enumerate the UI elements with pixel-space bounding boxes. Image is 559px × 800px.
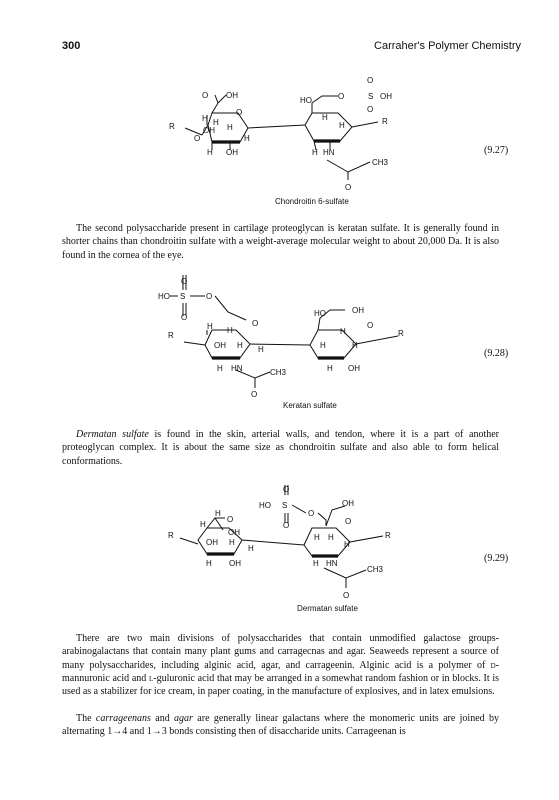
atom-label: HN [326,559,338,568]
atom-label: OH [228,528,240,537]
atom-label: O [206,292,213,301]
atom-label: O [367,321,374,330]
atom-label: H [202,114,208,123]
atom-label: HN [323,148,335,157]
atom-label: O [338,92,345,101]
atom-label: HO [158,292,170,301]
figure-caption: Chondroitin 6-sulfate [275,197,349,206]
atom-label: H [322,113,328,122]
atom-label: OH [214,341,226,350]
page-number: 300 [62,40,81,52]
atom-label: O [251,390,258,399]
atom-label: H [248,544,254,553]
atom-label: R [168,531,174,540]
equation-number: (9.27) [484,145,509,156]
atom-label: O [367,105,374,114]
atom-label: HO [300,96,312,105]
atom-label: CH3 [270,368,287,377]
atom-label: R [398,329,404,338]
atom-label: H [314,533,320,542]
atom-label: CH3 [367,565,384,574]
atom-label: HO [314,309,326,318]
atom-label: H [207,148,213,157]
atom-label: R [169,122,175,131]
atom-label: H [207,322,213,331]
atom-label: O [367,76,374,85]
atom-label: O [345,183,352,192]
keratan-sulfate-structure [0,270,559,400]
atom-label: OH [342,499,354,508]
atom-label: OH [206,538,218,547]
atom-label: OH [380,92,392,101]
atom-label: O [252,319,259,328]
atom-label: O [283,521,290,530]
figure-caption: Dermatan sulfate [297,604,358,613]
atom-label: H [320,341,326,350]
dermatan-sulfate-structure [0,478,559,608]
atom-label: H [227,326,233,335]
atom-label: O [202,91,209,100]
atom-label: S [180,292,186,301]
atom-label: H [244,134,250,143]
running-title: Carraher's Polymer Chemistry [374,40,521,52]
atom-label: OH [226,91,238,100]
atom-label: H [352,341,358,350]
paragraph: The second polysaccharide present in cartilage proteoglycan is keratan sulfate. It is generally found in shorter chains than chondroitin sulfate with a weight-average molecular weight to about 20,000 Da. It is also found in the cornea of the eye. [62,223,499,261]
chondroitin-6-sulfate-structure [0,60,559,205]
atom-label: H [340,327,346,336]
atom-label: OH [229,559,241,568]
atom-label: R [382,117,388,126]
equation-number: (9.28) [484,348,509,359]
atom-label: O [283,485,290,494]
atom-label: H [227,123,233,132]
atom-label: OH [203,126,215,135]
atom-label: S [368,92,374,101]
atom-label: H [312,148,318,157]
paragraph: The carrageenans and agar are generally linear galactans where the monomeric units are joined by alternating 1→4 and 1→3 bonds consisting then of disaccharide units. Carrageenan is [62,713,499,738]
atom-label: H [258,345,264,354]
atom-label: O [345,517,352,526]
equation-number: (9.29) [484,553,509,564]
atom-label: H [313,559,319,568]
atom-label: H [206,559,212,568]
atom-label: H [339,121,345,130]
atom-label: HO [259,501,271,510]
atom-label: OH [348,364,360,373]
atom-label: OH [352,306,364,315]
atom-label: OH [226,148,238,157]
paragraph: There are two main divisions of polysaccharides that contain unmodified galactose groups-arabinogalactans that contain many plant gums and carragecnas and agar. Seaweeds represent a source of many polysaccharides, including alginic acid, agar, and carrageenin. Alginic acid is a polymer of d-mannuronic acid and l-guluronic acid that may be arranged in a somewhat random fashion or in blocks. It is used as a stabilizer for ice cream, in paper coating, in the manufacture of explosives, and in latex emulsions. [62,633,500,698]
atom-label: R [385,531,391,540]
atom-label: H [237,341,243,350]
atom-label: H [328,533,334,542]
paragraph: Dermatan sulfate is found in the skin, arterial walls, and tendon, where it is a part of another proteoglycan complex. It is about the same size as chondroitin sulfate and also able to form helical conformations. [62,429,499,467]
atom-label: HN [231,364,243,373]
atom-label: O [181,277,188,286]
term-dermatan-sulfate: Dermatan sulfate [76,429,149,440]
atom-label: CH3 [372,158,389,167]
atom-label: O [308,509,315,518]
atom-label: O [343,591,350,600]
atom-label: O [181,313,188,322]
atom-label: H [229,538,235,547]
atom-label: H [200,520,206,529]
atom-label: H [327,364,333,373]
atom-label: H [344,540,350,549]
atom-label: O [236,108,243,117]
atom-label: O [194,134,201,143]
atom-label: S [282,501,288,510]
atom-label: H [213,118,219,127]
atom-label: O [227,515,234,524]
atom-label: H [217,364,223,373]
figure-caption: Keratan sulfate [283,401,337,410]
atom-label: R [168,331,174,340]
atom-label: H [215,509,221,518]
